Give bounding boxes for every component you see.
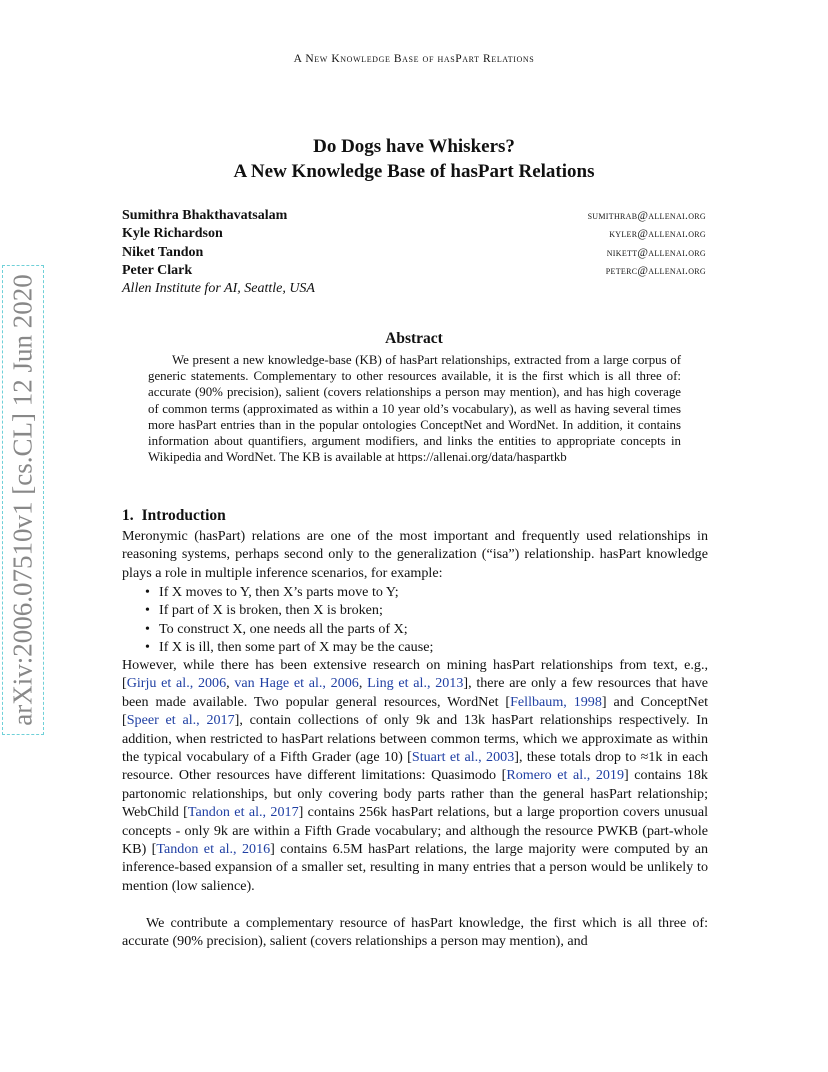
citation-link[interactable]: Stuart et al., 2003	[411, 749, 515, 766]
section-number: 1.	[122, 507, 134, 524]
intro-paragraph-3: We contribute a complementary resource of hasPart knowledge, the first which is all three of: accurate (90% precision), salient (covers relationships a person may mention), and	[122, 915, 708, 950]
citation-link[interactable]: Girju et al., 2006	[126, 675, 227, 692]
list-item: • If part of X is broken, then X is broken;	[145, 601, 433, 619]
author-email[interactable]: nikett@allenai.org	[606, 246, 706, 259]
author-email[interactable]: kyler@allenai.org	[609, 228, 706, 241]
author-emails	[588, 207, 706, 280]
author-name: Niket Tandon	[122, 244, 204, 260]
abstract-text: We present a new knowledge-base (KB) of hasPart relationships, extracted from a large corpus of generic statements. Complementary to other resources available, it is the first which is all three of: accurate (90% precision), salient (covers relationships a person may mention), and has high coverage of common terms (approximated as within a 10 year old’s vocabulary), as well as having several times more hasPart entries than in the popular ontologies ConceptNet and WordNet. In addition, it contains information about quantifiers, argument modifiers, and links the entities to appropriate concepts in Wikipedia and WordNet. The KB is available at https://allenai.org/data/haspartkb	[148, 353, 681, 465]
abstract-heading: Abstract	[385, 330, 443, 347]
citation-link[interactable]: Tandon et al., 2017	[187, 804, 299, 821]
text-span: ], there are only a few resources that have been made available. Two popular general resources, WordNet [	[122, 675, 709, 710]
text-span: ], contain collections of only 9k and 13k hasPart relationships respectively. In addition, when restricted to hasPart relations between common terms, which we approximate as within the typical vocabulary of a Fifth Grader (age 10) [	[122, 712, 708, 766]
text-span: ] contains 256k hasPart relations, but a large proportion covers unusual concepts - only 9k are within a Fifth Grade vocabulary; and although the resource PWKB (part-whole KB) [	[122, 804, 708, 858]
arxiv-stamp-text: arXiv:2006.07510v1 [cs.CL] 12 Jun 2020	[7, 274, 38, 726]
author-name: Kyle Richardson	[122, 226, 223, 242]
list-item: • If X moves to Y, then X’s parts move to Y;	[145, 583, 433, 601]
list-item: • If X is ill, then some part of X may be the cause;	[145, 638, 433, 656]
citation-link[interactable]: van Hage et al., 2006	[234, 675, 359, 692]
citation-link[interactable]: Tandon et al., 2016	[156, 841, 271, 858]
title-line-2: A New Knowledge Base of hasPart Relations	[233, 161, 595, 182]
intro-paragraph-2	[122, 656, 708, 895]
text-span: ] and ConceptNet [	[122, 693, 708, 729]
title-line-1: Do Dogs have Whiskers?	[313, 136, 515, 157]
text-span: ], these totals drop to ≈1k in each resource. Other resources have different limitations: Quasimodo [	[122, 749, 709, 784]
example-list	[145, 583, 433, 657]
text-span: ,	[226, 675, 235, 692]
text-span: ,	[358, 675, 368, 692]
section-heading	[122, 507, 226, 525]
author-name: Peter Clark	[122, 262, 193, 278]
text-span: However, while there has been extensive research on mining hasPart relationships from text, e.g., [	[122, 657, 708, 692]
text-span: ] contains 18k partonomic relationships, but only covering body parts rather than the general hasPart relationship; WebChild [	[122, 767, 708, 821]
citation-link[interactable]: Romero et al., 2019	[506, 767, 625, 784]
text-span: ] contains 6.5M hasPart relations, the large majority were computed by an inference-based expansion of a smaller set, resulting in many entries that a person would be unlikely to mention (low salience).	[122, 841, 708, 894]
citation-link[interactable]: Speer et al., 2017	[126, 712, 235, 729]
author-name: Sumithra Bhakthavatsalam	[122, 208, 288, 223]
intro-paragraph-1: Meronymic (hasPart) relations are one of the most important and frequently used relationships in reasoning systems, perhaps second only to the generalization (“isa”) relationship. hasPart knowledge plays a role in multiple inference scenarios, for example:	[122, 528, 708, 581]
list-item: • To construct X, one needs all the parts of X;	[145, 620, 433, 638]
author-email[interactable]: sumithrab@allenai.org	[587, 210, 706, 222]
author-email[interactable]: peterc@allenai.org	[605, 264, 706, 277]
section-title: Introduction	[141, 507, 226, 524]
paper-title	[0, 134, 828, 184]
author-list	[122, 207, 315, 298]
affiliation: Allen Institute for AI, Seattle, USA	[122, 281, 315, 297]
citation-link[interactable]: Fellbaum, 1998	[510, 693, 602, 710]
citation-link[interactable]: Ling et al., 2013	[367, 675, 464, 692]
running-header: A New Knowledge Base of hasPart Relations	[293, 53, 535, 65]
